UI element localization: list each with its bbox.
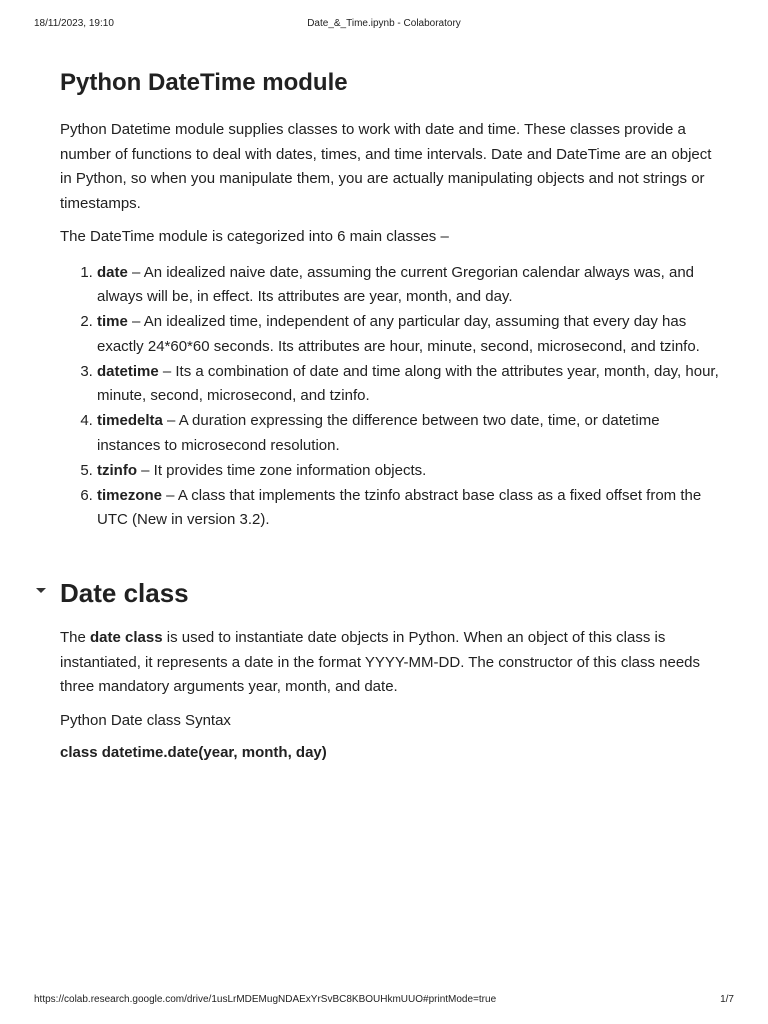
class-name: datetime xyxy=(97,362,159,380)
paragraph-text: The xyxy=(60,629,91,646)
date-class-paragraph xyxy=(60,626,722,700)
bold-term-date-class: date class xyxy=(90,629,163,646)
class-name: date xyxy=(97,263,128,281)
class-description: – An idealized naive date, assuming the current Gregorian calendar always was, and always will be, in effect. Its attributes are year, month, and day. xyxy=(97,263,695,305)
page-number: 1/7 xyxy=(720,994,734,1005)
list-item-date xyxy=(97,261,722,310)
print-datetime: 18/11/2023, 19:10 xyxy=(34,18,114,29)
syntax-label: Python Date class Syntax xyxy=(60,711,231,729)
caret-down-icon[interactable] xyxy=(36,588,46,593)
list-item-tzinfo xyxy=(97,459,722,484)
class-description: – A class that implements the tzinfo abstract base class as a fixed offset from the UTC (New in version 3.2). xyxy=(97,486,702,528)
class-name: timedelta xyxy=(97,412,163,429)
class-description: – Its a combination of date and time along with the attributes year, month, day, hour, minute, second, microsecond, and tzinfo. xyxy=(97,362,719,404)
intro-section xyxy=(60,66,722,533)
class-name: timezone xyxy=(97,486,163,504)
page-url: https://colab.research.google.com/drive/1usLrMDEMugNDAExYrSvBC8KBOUHkmUUO#printMode=true xyxy=(34,994,497,1005)
class-description: – It provides time zone information objects. xyxy=(136,461,427,479)
class-name: tzinfo xyxy=(97,461,137,479)
class-description: – An idealized time, independent of any particular day, assuming that every day has exactly 24*60*60 seconds. Its attributes are hour, minute, second, microsecond, and tzinfo. xyxy=(97,313,700,355)
section-heading-date-class: Date class xyxy=(60,578,189,608)
classes-lead-paragraph: The DateTime module is categorized into 6 main classes – xyxy=(60,228,449,245)
classes-list xyxy=(60,261,722,533)
class-name: time xyxy=(97,313,128,330)
class-description: – A duration expressing the difference between two date, time, or datetime instances to microsecond resolution. xyxy=(97,412,660,454)
list-item-timezone xyxy=(97,484,722,533)
list-item-time xyxy=(97,310,722,359)
list-item-timedelta xyxy=(97,409,722,458)
print-header xyxy=(34,18,734,32)
syntax-code: class datetime.date(year, month, day) xyxy=(60,744,327,761)
print-footer xyxy=(34,994,734,1008)
date-class-section-header[interactable] xyxy=(0,574,722,614)
intro-paragraph: Python Datetime module supplies classes to work with date and time. These classes provide a number of functions to deal with dates, times, and time intervals. Date and DateTime are an object in Python, so when you manipulate them, you are actually manipulating objects and not strings or timestamps. xyxy=(60,121,712,212)
date-class-section-body xyxy=(60,626,722,766)
list-item-datetime xyxy=(97,360,722,409)
paragraph-text: is used to instantiate date objects in Python. When an object of this class is instantiated, it represents a date in the format YYYY-MM-DD. The constructor of this class needs three mandatory arguments year, month, and date. xyxy=(60,629,701,695)
section-heading-datetime-module: Python DateTime module xyxy=(60,69,348,96)
print-page-title: Date_&_Time.ipynb - Colaboratory xyxy=(307,18,461,29)
